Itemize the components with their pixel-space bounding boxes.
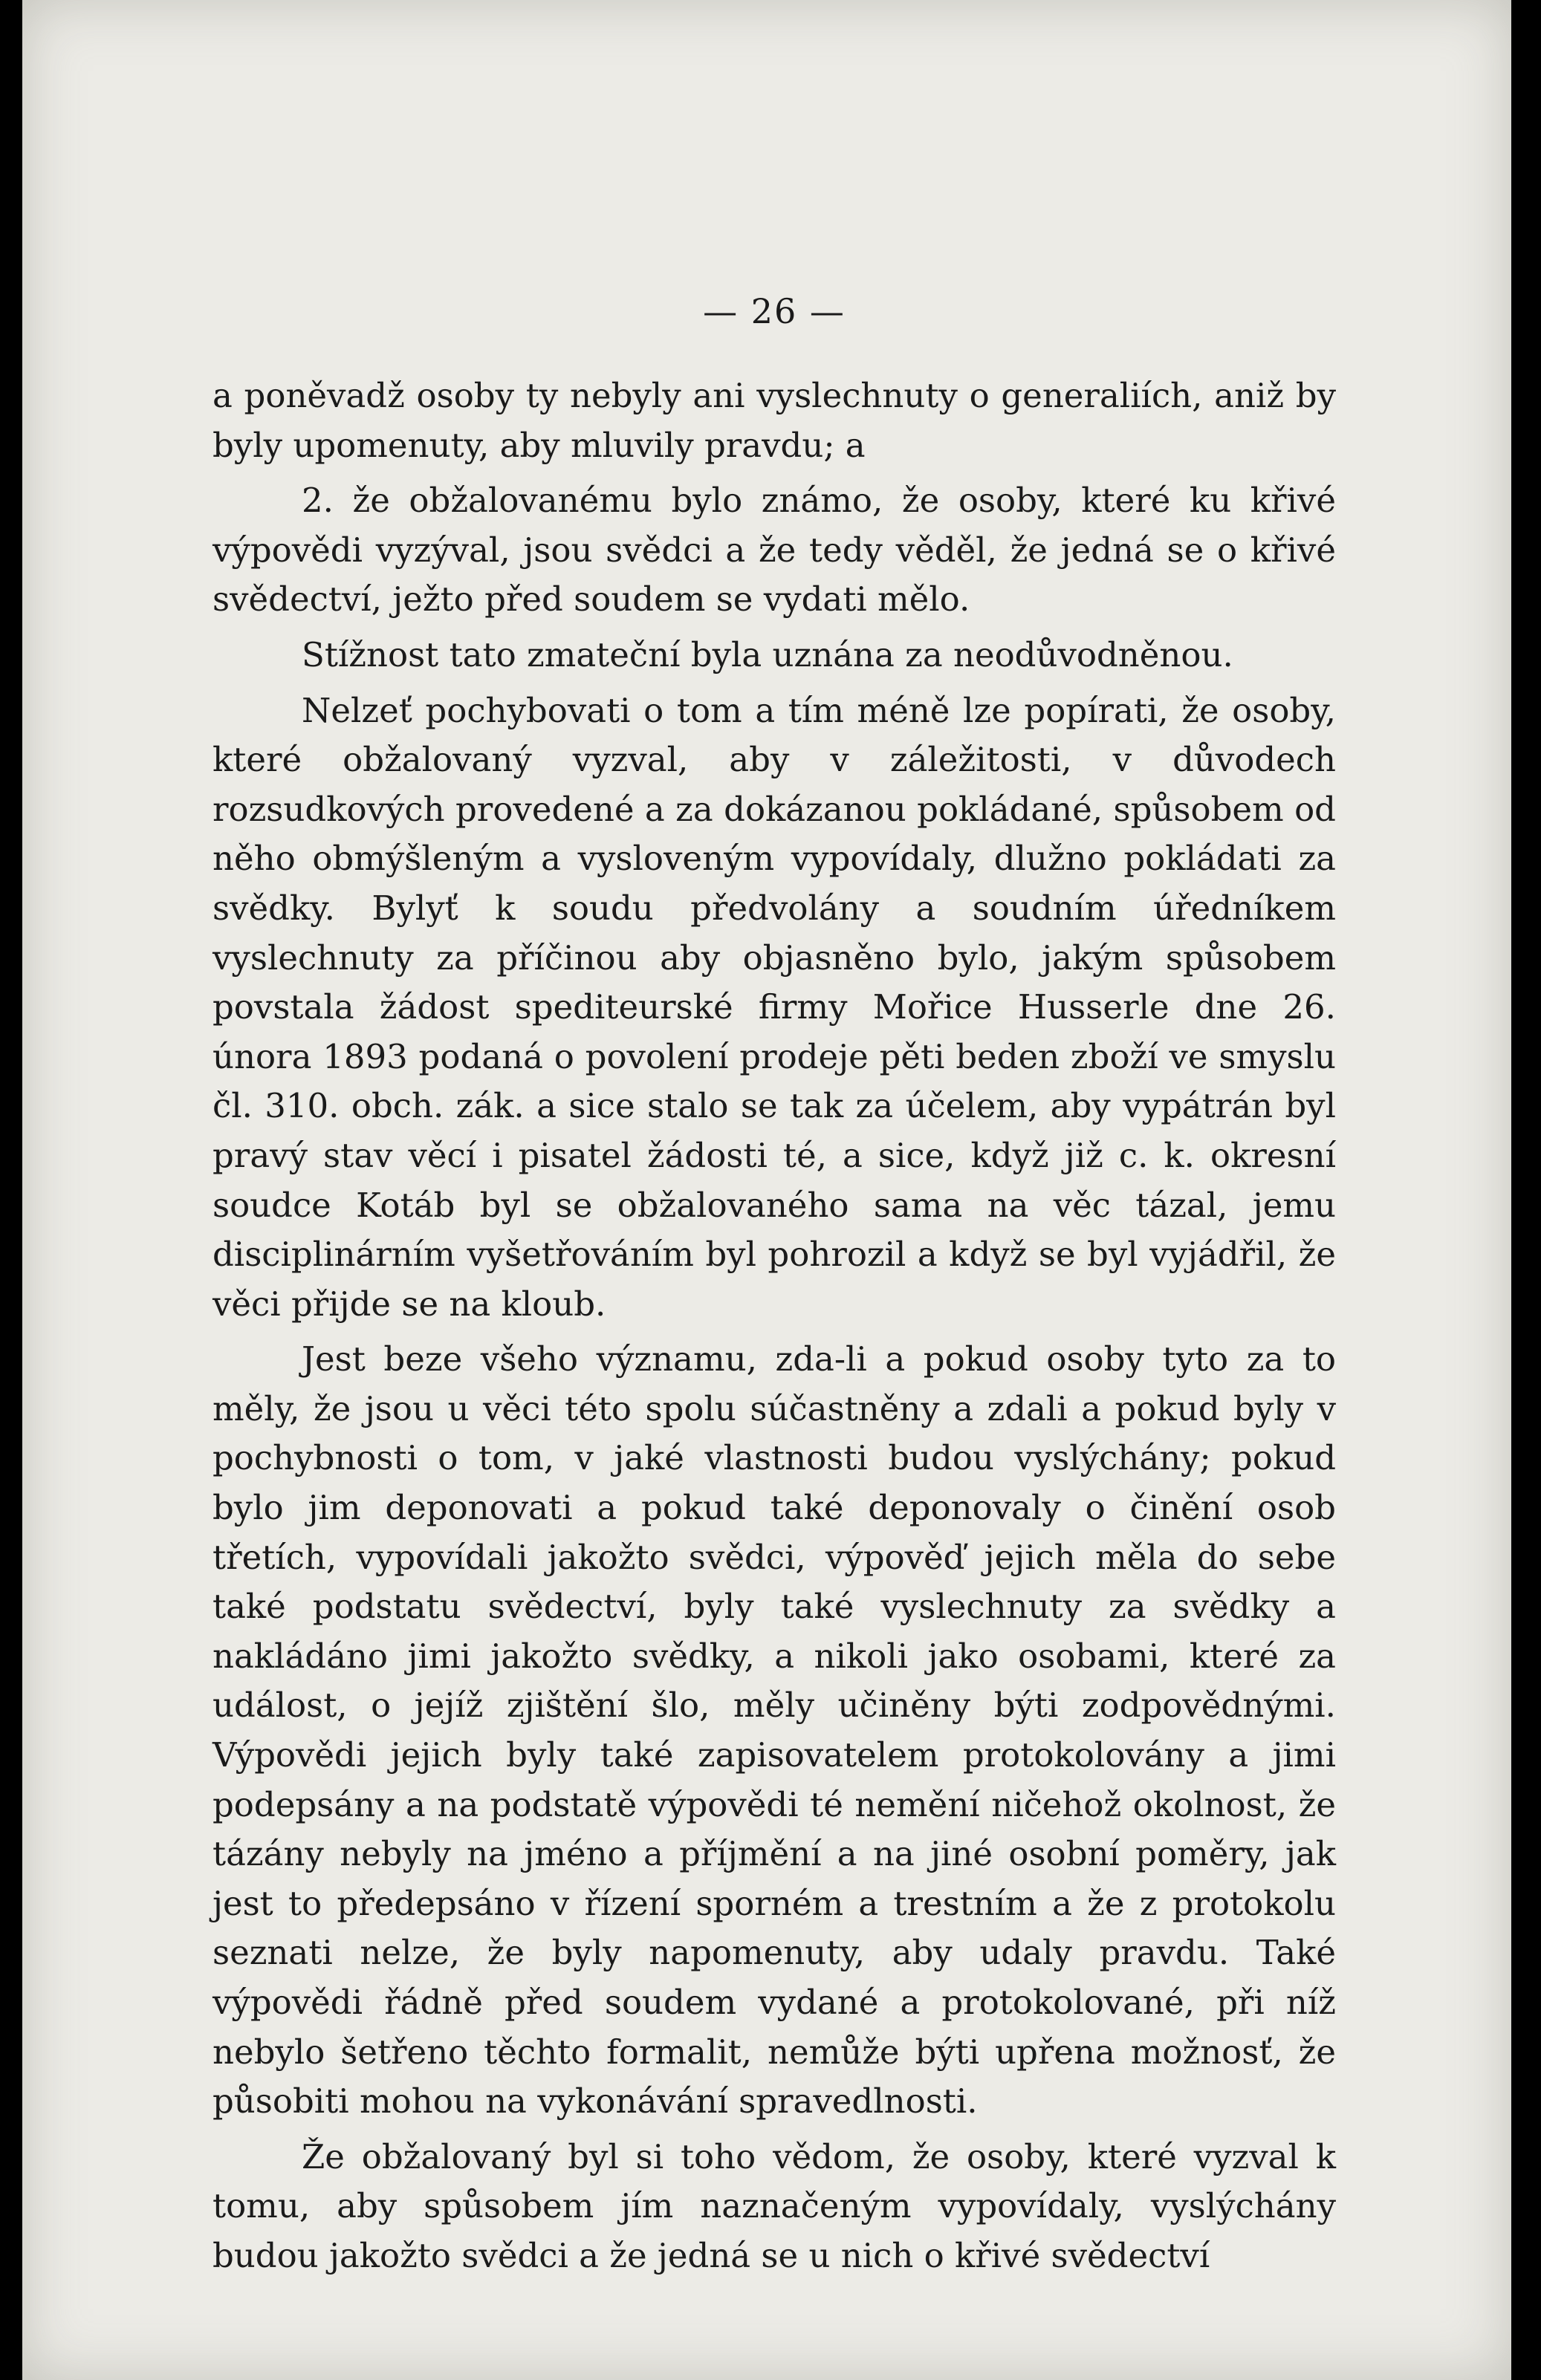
scan-border: [1511, 0, 1541, 2380]
book-page: [22, 0, 1511, 2380]
paragraph-4: Nelzeť pochybovati o tom a tím méně lze popírati, že osoby, které obžalovaný vyzval, aby v záležitosti, v důvodech rozsudkových provedené a za dokázanou pokládané, spůsobem od něho obmýšleným a vysloveným vypovídaly, dlužno pokládati za svědky. Bylyť k soudu předvolány a soudním úředníkem vyslechnuty za příčinou aby objasněno bylo, jakým spůsobem povstala žádost spediteurské firmy Mořice Husserle dne 26. února 1893 podaná o povolení prodeje pěti beden zboží ve smyslu čl. 310. obch. zák. a sice stalo se tak za účelem, aby vypátrán byl pravý stav věcí i pisatel žádosti té, a sice, když již c. k. okresní soudce Kotáb byl se obžalovaného sama na věc tázal, jemu disciplinárním vyšetřováním byl pohrozil a když se byl vyjádřil, že věci přijde se na kloub.: [213, 690, 1336, 1324]
paragraph-3: Stížnost tato zmateční byla uznána za neodůvodněnou.: [302, 634, 1233, 674]
paragraph-5: Jest beze všeho významu, zda-li a pokud osoby tyto za to měly, že jsou u věci této spolu súčastněny a zdali a pokud byly v pochybnosti o tom, v jaké vlastnosti budou vyslýchány; pokud bylo jim deponovati a pokud také deponovaly o činění osob třetích, vypovídali jakožto svědci, výpověď jejich měla do sebe také podstatu svědectví, byly také vyslechnuty za svědky a nakládáno jimi jakožto svědky, a nikoli jako osobami, které za událost, o jejíž zjištění šlo, měly učiněny býti zodpovědnými. Výpovědi jejich byly také zapisovatelem protokolovány a jimi podepsány a na podstatě výpovědi té nemění ničehož okolnost, že tázány nebyly na jméno a příjmění a na jiné osobní poměry, jak jest to předepsáno v řízení sporném a trestním a že z protokolu seznati nelze, že byly napomenuty, aby udaly pravdu. Také výpovědi řádně před soudem vydané a protokolované, při níž nebylo šetřeno těchto formalit, nemůže býti upřena možnosť, že působiti mohou na vykonávání spravedlnosti.: [213, 1339, 1336, 2121]
page-number: — 26 —: [703, 291, 846, 331]
paragraph-6: Že obžalovaný byl si toho vědom, že osoby, které vyzval k tomu, aby spůsobem jím naznačeným vypovídaly, vyslýchány budou jakožto svědci a že jedná se u nich o křivé svědectví: [213, 2136, 1336, 2275]
paragraph-1: a poněvadž osoby ty nebyly ani vyslechnuty o generaliích, aniž by byly upomenuty, aby mluvily pravdu; a: [213, 376, 1336, 465]
page-content: [213, 291, 1336, 2281]
paragraph-2: 2. že obžalovanému bylo známo, že osoby, které ku křivé výpovědi vyzýval, jsou svědci a že tedy věděl, že jedná se o křivé svědectví, ježto před soudem se vydati mělo.: [213, 481, 1336, 620]
